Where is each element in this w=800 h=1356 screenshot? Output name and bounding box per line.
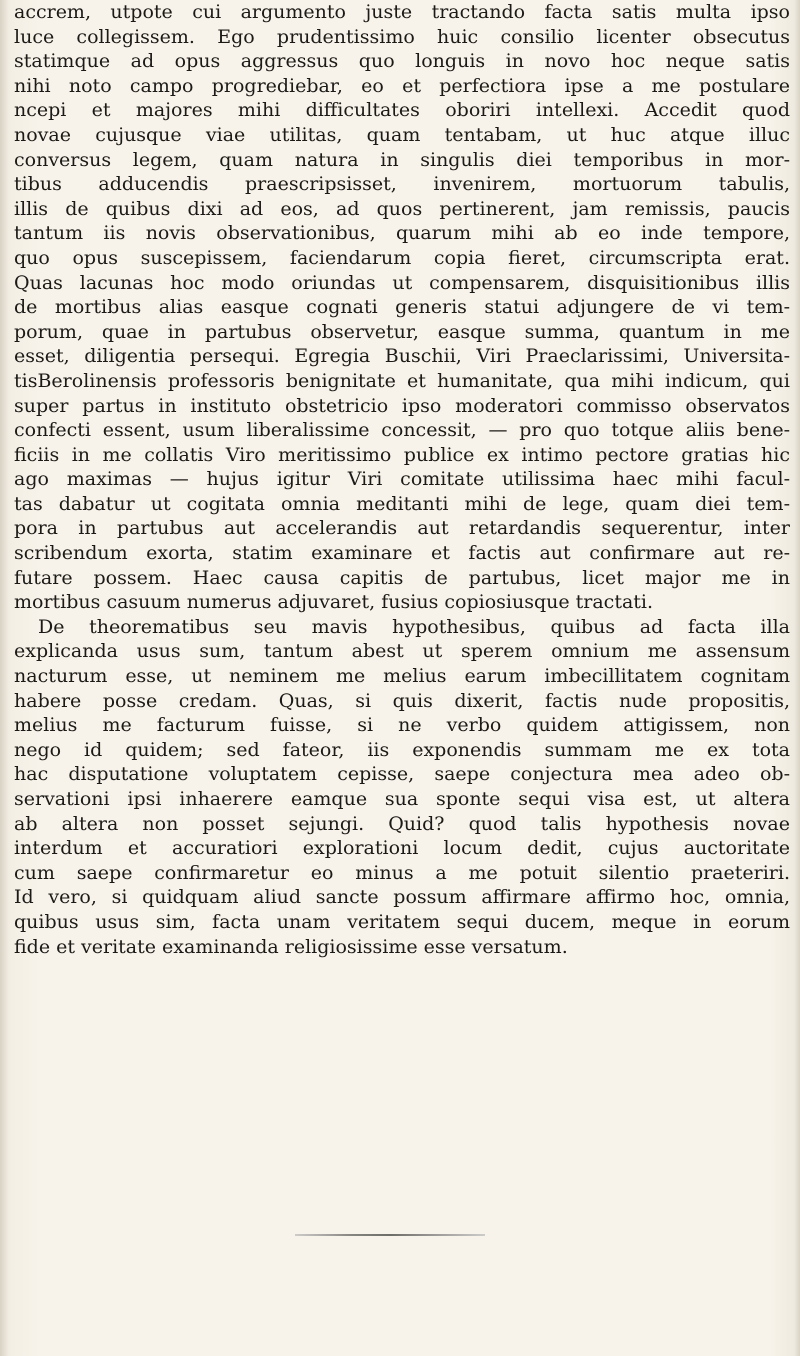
text-line: fide et veritate examinanda religiosissime esse versatum. <box>14 935 568 958</box>
text-line: de mortibus alias easque cognati generis statui adjungere de vi tem- <box>14 296 790 319</box>
text-line: statimque ad opus aggressus quo longuis in novo hoc neque satis <box>14 50 790 73</box>
text-line: ab altera non posset sejungi. Quid? quod talis hypothesis novae <box>14 812 790 835</box>
text-line: servationi ipsi inhaerere eamque sua sponte sequi visa est, ut altera <box>14 788 790 810</box>
text-line: scribendum exorta, statim examinare et factis aut confirmare aut re- <box>14 542 790 565</box>
text-line: futare possem. Haec causa capitis de partubus, licet major me in <box>14 566 790 589</box>
text-line: Quas lacunas hoc modo oriundas ut compensarem, disquisitionibus illis <box>14 271 790 294</box>
text-line: porum, quae in partubus observetur, easque summa, quantum in me <box>14 320 790 343</box>
text-line: mortibus casuum numerus adjuvaret, fusius copiosiusque tractati. <box>14 591 654 614</box>
body-text <box>14 0 790 959</box>
text-line: hac disputatione voluptatem cepisse, saepe conjectura mea adeo ob- <box>14 763 790 786</box>
text-line: tisBerolinensis professoris benignitate et humanitate, qua mihi indicum, qui <box>14 369 790 392</box>
text-line: conversus legem, quam natura in singulis diei temporibus in mor- <box>14 148 790 171</box>
text-line: ncepi et majores mihi difficultates oboriri intellexi. Accedit quod <box>14 99 790 122</box>
text-line: ficiis in me collatis Viro meritissimo publice ex intimo pectore gratias hic <box>14 443 790 466</box>
text-line: Id vero, si quidquam aliud sancte possum affirmare affirmo hoc, omnia, <box>14 886 790 909</box>
text-line: melius me facturum fuisse, si ne verbo quidem attigissem, non <box>14 714 790 737</box>
text-line: interdum et accuratiori explorationi locum dedit, cujus auctoritate <box>14 837 790 860</box>
text-line: De theorematibus seu mavis hypothesibus, quibus ad facta illa <box>38 615 790 638</box>
text-line: luce collegissem. Ego prudentissimo huic consilio licenter obsecutus <box>14 25 790 48</box>
text-line: cum saepe confirmaretur eo minus a me potuit silentio praeteriri. <box>14 861 790 884</box>
text-line: explicanda usus sum, tantum abest ut sperem omnium me assensum <box>14 640 790 663</box>
text-line: ago maximas — hujus igitur Viri comitate utilissima haec mihi facul- <box>14 468 790 491</box>
text-line: habere posse credam. Quas, si quis dixerit, factis nude propositis, <box>14 689 790 712</box>
text-line: accrem, utpote cui argumento juste tractando facta satis multa ipso <box>14 1 790 23</box>
text-line: tantum iis novis observationibus, quarum mihi ab eo inde tempore, <box>14 222 790 245</box>
text-line: quibus usus sim, facta unam veritatem sequi ducem, meque in eorum <box>14 910 790 933</box>
page-edge <box>794 0 800 1356</box>
text-line: confecti essent, usum liberalissime concessit, — pro quo totque aliis bene- <box>14 419 790 442</box>
decorative-rule <box>295 1234 485 1236</box>
text-line: nego id quidem; sed fateor, iis exponendis summam me ex tota <box>14 738 790 761</box>
text-line: tas dabatur ut cogitata omnia meditanti mihi de lege, quam diei tem- <box>14 492 790 515</box>
text-line: illis de quibus dixi ad eos, ad quos pertinerent, jam remissis, paucis <box>14 197 790 220</box>
text-line: quo opus suscepissem, faciendarum copia fieret, circumscripta erat. <box>14 246 790 269</box>
text-line: pora in partubus aut accelerandis aut retardandis sequerentur, inter <box>14 517 790 540</box>
page-gutter <box>0 0 8 1356</box>
text-line: nacturum esse, ut neminem me melius earum imbecillitatem cognitam <box>14 665 790 688</box>
text-line: super partus in instituto obstetricio ipso moderatori commisso observatos <box>14 394 790 417</box>
text-line: novae cujusque viae utilitas, quam tentabam, ut huc atque illuc <box>14 123 790 146</box>
text-line: nihi noto campo progrediebar, eo et perfectiora ipse a me postulare <box>14 74 790 97</box>
text-line: tibus adducendis praescripsisset, invenirem, mortuorum tabulis, <box>14 173 790 196</box>
text-line: esset, diligentia persequi. Egregia Buschii, Viri Praeclarissimi, Universita- <box>14 345 790 368</box>
